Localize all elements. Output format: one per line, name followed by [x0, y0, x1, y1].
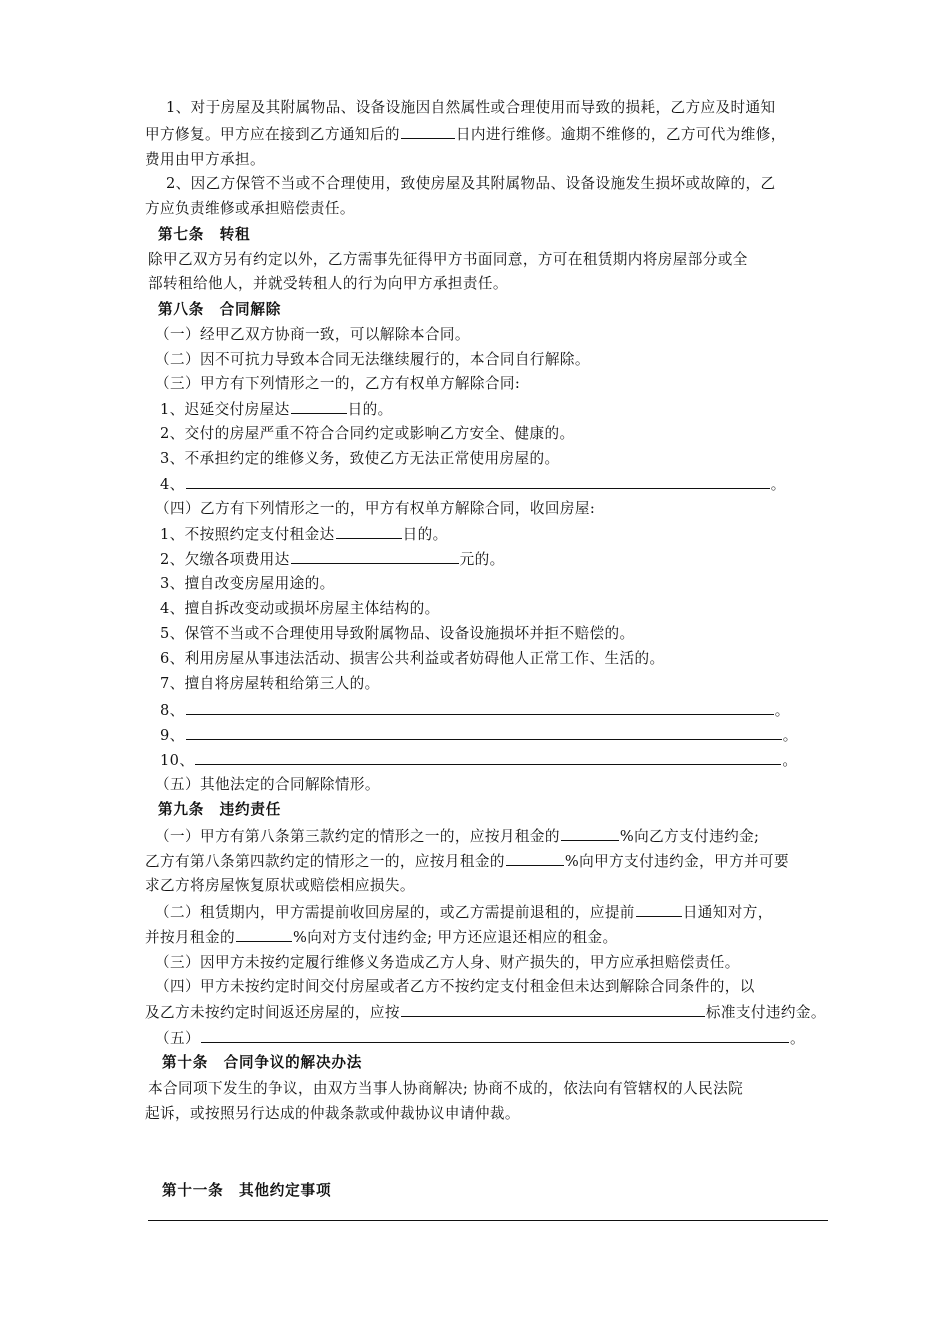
- art8-s4-item4: 4、擅自拆改变动或损坏房屋主体结构的。: [160, 600, 440, 617]
- art8-s1: （一）经甲乙双方协商一致，可以解除本合同。: [155, 326, 470, 343]
- art9-s5-post: 。: [789, 1030, 805, 1047]
- art8-s4-item9: [160, 725, 798, 746]
- art9-s4-line1: （四）甲方未按约定时间交付房屋或者乙方不按约定支付租金但未达到解除合同条件的，以: [155, 978, 755, 995]
- notice-days-blank[interactable]: [636, 902, 682, 917]
- art8-s4-item2: [160, 549, 505, 570]
- art9-s2-line1-post: 日通知对方，: [682, 904, 773, 921]
- art9-s2-line1-pre: （二）租赁期内，甲方需提前收回房屋的，或乙方需提前退租的，应提前: [155, 904, 635, 921]
- art8-s4-item1-pre: 1、不按照约定支付租金达: [160, 526, 335, 543]
- art8-s4-item5: 5、保管不当或不合理使用导致附属物品、设备设施损坏并拒不赔偿的。: [160, 625, 635, 642]
- art10-line1: 本合同项下发生的争议，由双方当事人协商解决; 协商不成的，依法向有管辖权的人民法院: [148, 1080, 744, 1097]
- art10-heading: 第十条 合同争议的解决办法: [162, 1054, 363, 1071]
- art8-s4-item2-post: 元的。: [459, 551, 505, 568]
- art8-s4-item8-blank[interactable]: [186, 700, 774, 715]
- art8-s4-item9-blank[interactable]: [186, 725, 782, 740]
- art8-s4-item1: [160, 524, 448, 545]
- rent-overdue-days-blank[interactable]: [336, 524, 402, 539]
- landlord-penalty-percent-blank[interactable]: [561, 826, 619, 841]
- art8-s4-item9-pre: 9、: [160, 727, 185, 744]
- art8-s3-item1-pre: 1、迟延交付房屋达: [160, 401, 290, 418]
- art8-s4-item3: 3、擅自改变房屋用途的。: [160, 575, 335, 592]
- art6-p1-line1: 1、对于房屋及其附属物品、设备设施因自然属性或合理使用而导致的损耗，乙方应及时通知: [166, 99, 776, 116]
- art9-s1-line2-post: %向甲方支付违约金，甲方并可要: [564, 853, 790, 870]
- art9-s2-line1: [155, 902, 773, 923]
- art9-s1-line1: [155, 826, 759, 847]
- late-delivery-days-blank[interactable]: [291, 399, 347, 414]
- tenant-penalty-percent-blank[interactable]: [506, 851, 564, 866]
- art8-s4-item8-end: 。: [774, 702, 790, 719]
- art8-s3-item3: 3、不承担约定的维修义务，致使乙方无法正常使用房屋的。: [160, 450, 560, 467]
- art8-s5: （五）其他法定的合同解除情形。: [155, 776, 380, 793]
- art8-s4-item1-post: 日的。: [402, 526, 448, 543]
- art6-p1-line2-pre: 甲方修复。甲方应在接到乙方通知后的: [145, 126, 400, 143]
- art9-s1-line2: [145, 851, 789, 872]
- art8-s3-item4-post: 。: [770, 476, 786, 493]
- art9-s1-line1-pre: （一）甲方有第八条第三款约定的情形之一的，应按月租金的: [155, 828, 560, 845]
- art8-s3-item1: [160, 399, 393, 420]
- art6-p2-line2: 方应负责维修或承担赔偿责任。: [145, 200, 355, 217]
- art6-p1-line3: 费用由甲方承担。: [145, 151, 265, 168]
- art8-s3: （三）甲方有下列情形之一的，乙方有权单方解除合同:: [155, 375, 521, 392]
- art6-p2-line1: 2、因乙方保管不当或不合理使用，致使房屋及其附属物品、设备设施发生损坏或故障的，乙: [166, 175, 776, 192]
- art6-p1-line2-post: 日内进行维修。逾期不维修的，乙方可代为维修，: [455, 126, 786, 143]
- art8-s3-item4: [160, 474, 786, 495]
- art8-s4-item9-end: 。: [782, 727, 798, 744]
- art9-s1-line1-post: %向乙方支付违约金;: [619, 828, 760, 845]
- art8-s4-item2-pre: 2、欠缴各项费用达: [160, 551, 290, 568]
- art9-s1-line2-pre: 乙方有第八条第四款约定的情形之一的，应按月租金的: [145, 853, 505, 870]
- art7-line1: 除甲乙双方另有约定以外，乙方需事先征得甲方书面同意，方可在租赁期内将房屋部分或全: [148, 251, 748, 268]
- art9-s2-line2-pre: 并按月租金的: [145, 929, 235, 946]
- art8-s4-item8-pre: 8、: [160, 702, 185, 719]
- art9-s3: （三）因甲方未按约定履行维修义务造成乙方人身、财产损失的，甲方应承担赔偿责任。: [155, 954, 740, 971]
- art7-line2: 部转租给他人，并就受转租人的行为向甲方承担责任。: [148, 275, 508, 292]
- repair-days-blank[interactable]: [401, 124, 455, 139]
- art9-s5: [155, 1028, 805, 1049]
- art9-s5-pre: （五）: [155, 1030, 200, 1047]
- art8-s4-item6: 6、利用房屋从事违法活动、损害公共利益或者妨碍他人正常工作、生活的。: [160, 650, 665, 667]
- art8-s4: （四）乙方有下列情形之一的，甲方有权单方解除合同，收回房屋:: [155, 500, 596, 517]
- art9-s4-line2-post: 标准支付违约金。: [705, 1004, 826, 1021]
- art11-fill-line[interactable]: [148, 1220, 828, 1221]
- art8-s4-item10-end: 。: [782, 752, 798, 769]
- art8-s4-item10-pre: 10、: [160, 752, 195, 769]
- art8-s3-item4-pre: 4、: [160, 476, 185, 493]
- penalty-standard-blank[interactable]: [401, 1002, 705, 1017]
- art9-s2-line2-post: %向对方支付违约金; 甲方还应退还相应的租金。: [292, 929, 618, 946]
- art9-s4-line2: [145, 1002, 826, 1023]
- art7-heading: 第七条 转租: [158, 226, 251, 243]
- art8-s3-item1-post: 日的。: [347, 401, 393, 418]
- art8-s4-item10-blank[interactable]: [195, 750, 781, 765]
- art9-heading: 第九条 违约责任: [158, 801, 282, 818]
- art8-heading: 第八条 合同解除: [158, 301, 282, 318]
- early-termination-percent-blank[interactable]: [236, 927, 292, 942]
- art10-line2: 起诉，或按照另行达成的仲裁条款或仲裁协议申请仲裁。: [145, 1105, 520, 1122]
- unpaid-fees-amount-blank[interactable]: [291, 549, 459, 564]
- art6-p1-line2: [145, 124, 786, 145]
- art9-s5-blank[interactable]: [201, 1028, 789, 1043]
- art9-s2-line2: [145, 927, 617, 948]
- art8-s4-item10: [160, 750, 797, 771]
- art8-s3-item2: 2、交付的房屋严重不符合合同约定或影响乙方安全、健康的。: [160, 425, 575, 442]
- art9-s1-line3: 求乙方将房屋恢复原状或赔偿相应损失。: [145, 877, 415, 894]
- art8-s4-item8: [160, 700, 790, 721]
- art8-s2: （二）因不可抗力导致本合同无法继续履行的，本合同自行解除。: [155, 351, 590, 368]
- art9-s4-line2-pre: 及乙方未按约定时间返还房屋的，应按: [145, 1004, 400, 1021]
- art11-heading: 第十一条 其他约定事项: [162, 1182, 332, 1199]
- art8-s3-item4-blank[interactable]: [186, 474, 770, 489]
- art8-s4-item7: 7、擅自将房屋转租给第三人的。: [160, 675, 380, 692]
